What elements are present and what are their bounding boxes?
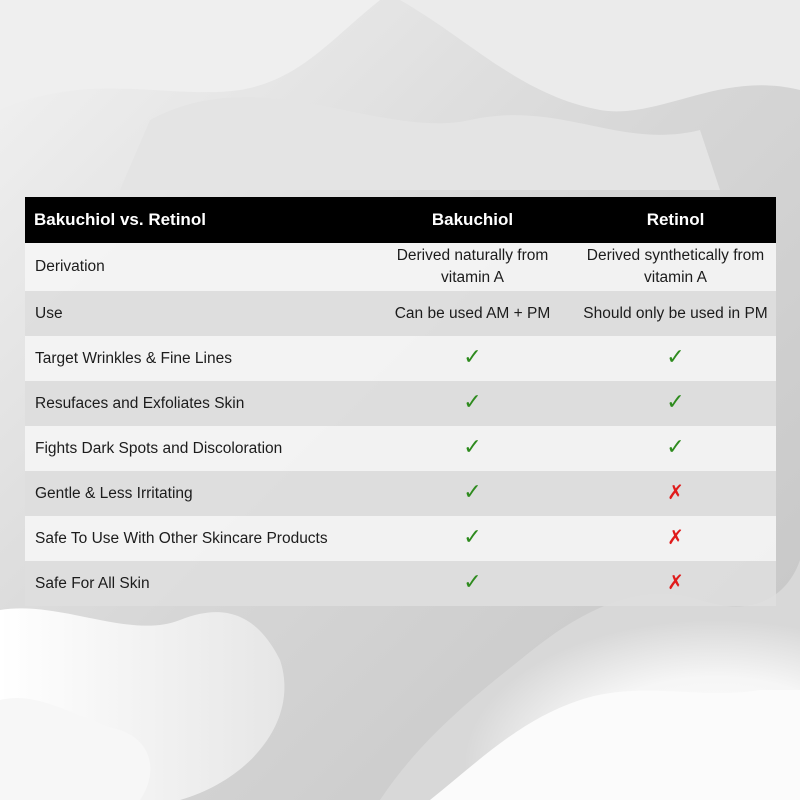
table-row xyxy=(25,561,776,606)
table-row xyxy=(25,516,776,561)
table-row xyxy=(25,471,776,516)
table-header-row xyxy=(25,197,776,243)
row-label: Gentle & Less Irritating xyxy=(35,484,193,502)
check-icon: ✓ xyxy=(463,524,482,549)
header-bakuchiol: Bakuchiol xyxy=(431,210,514,229)
table-row xyxy=(25,291,776,336)
check-icon: ✓ xyxy=(666,434,685,459)
check-icon: ✓ xyxy=(463,434,482,459)
table-row xyxy=(25,381,776,426)
bakuchiol-cell: Derived naturally from vitamin A xyxy=(396,247,549,286)
check-icon: ✓ xyxy=(463,569,482,594)
cross-icon: ✗ xyxy=(667,571,684,594)
header-retinol: Retinol xyxy=(646,210,705,229)
retinol-cell: Derived synthetically from vitamin A xyxy=(586,247,765,286)
row-label: Use xyxy=(35,304,63,322)
row-label: Target Wrinkles & Fine Lines xyxy=(35,349,232,367)
row-label: Fights Dark Spots and Discoloration xyxy=(35,439,283,457)
retinol-cell: Should only be used in PM xyxy=(583,304,768,322)
header-title: Bakuchiol vs. Retinol xyxy=(34,210,206,229)
check-icon: ✓ xyxy=(666,389,685,414)
comparison-table xyxy=(25,197,776,606)
check-icon: ✓ xyxy=(666,344,685,369)
check-icon: ✓ xyxy=(463,389,482,414)
table-row xyxy=(25,243,776,291)
cross-icon: ✗ xyxy=(667,481,684,504)
comparison-table-container xyxy=(25,197,776,606)
check-icon: ✓ xyxy=(463,344,482,369)
row-label: Safe To Use With Other Skincare Products xyxy=(35,529,328,547)
bakuchiol-cell: Can be used AM + PM xyxy=(394,304,551,322)
table-row xyxy=(25,336,776,381)
cross-icon: ✗ xyxy=(667,526,684,549)
row-label: Resufaces and Exfoliates Skin xyxy=(35,394,245,412)
check-icon: ✓ xyxy=(463,479,482,504)
row-label: Safe For All Skin xyxy=(35,574,150,592)
table-row xyxy=(25,426,776,471)
row-label: Derivation xyxy=(35,258,105,275)
